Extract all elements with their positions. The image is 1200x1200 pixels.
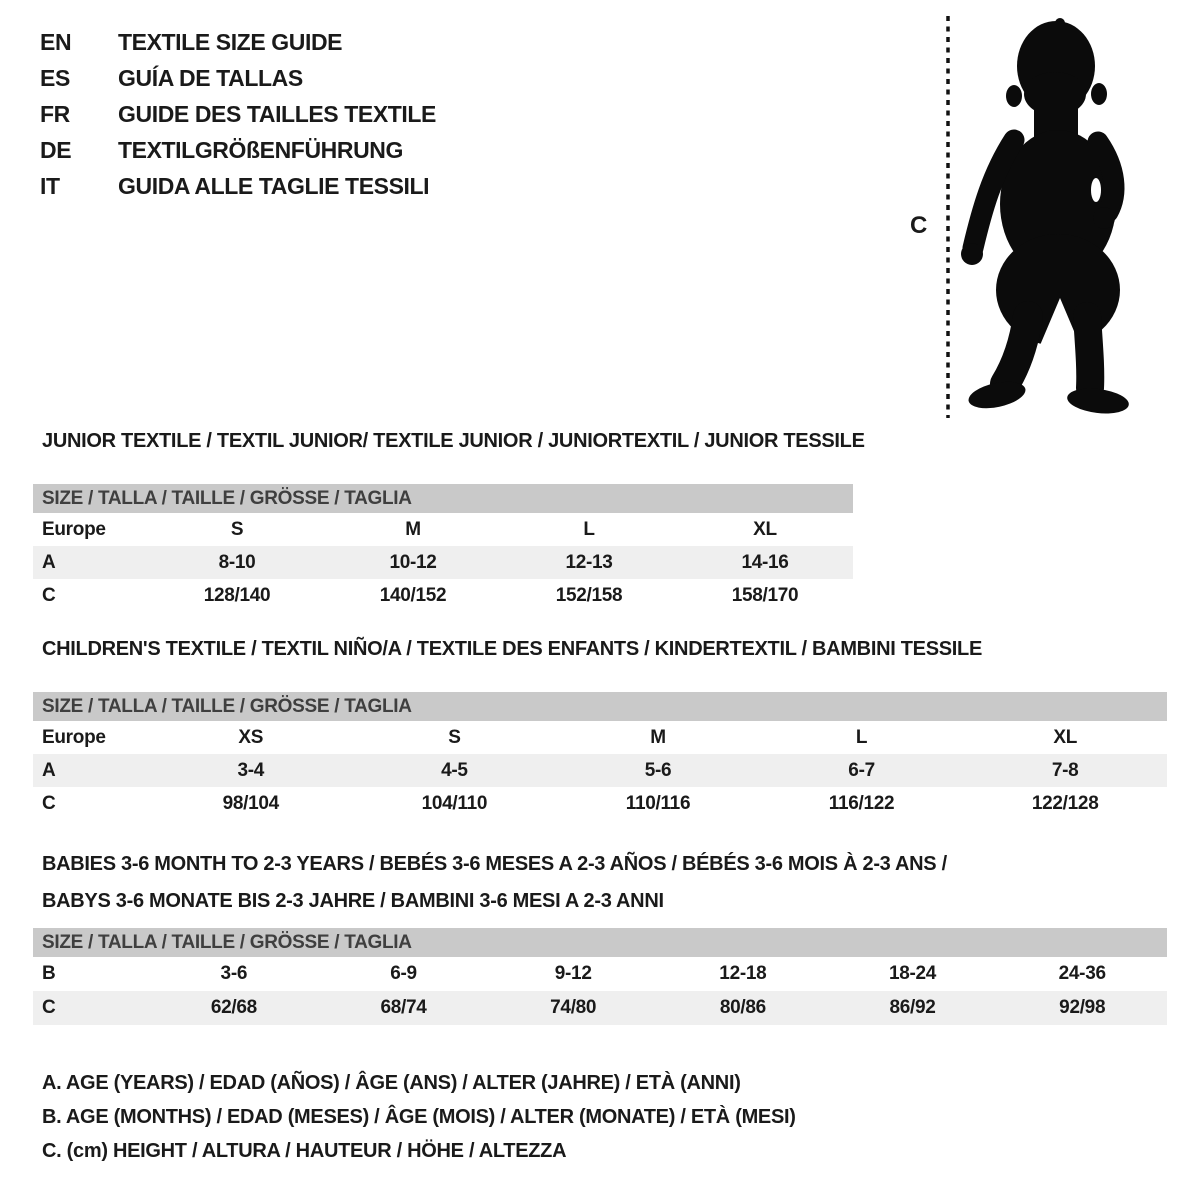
table-row-height [33, 579, 853, 612]
table-cell: S [230, 518, 244, 540]
table-cell: S [448, 726, 461, 748]
table-cell: 14-16 [741, 551, 789, 573]
guide-title-it: GUIDA ALLE TAGLIE TESSILI [118, 172, 430, 199]
guide-title-fr: GUIDE DES TAILLES TEXTILE [118, 100, 436, 127]
table-cell: L [583, 518, 595, 540]
table-row-age [33, 754, 1167, 787]
toddler-silhouette-icon [958, 14, 1143, 419]
row-label: Europe [42, 518, 106, 540]
table-cell: 122/128 [1031, 792, 1099, 814]
children-section-title: CHILDREN'S TEXTILE / TEXTIL NIÑO/A / TEXTILE DES ENFANTS / KINDERTEXTIL / BAMBINI TESSILE [42, 638, 982, 660]
table-cell: 10-12 [389, 551, 437, 573]
junior-size-table [33, 484, 853, 612]
language-title-list [40, 24, 436, 204]
table-cell: 74/80 [550, 997, 597, 1018]
guide-title-en: TEXTILE SIZE GUIDE [118, 28, 343, 55]
row-label: C [42, 997, 56, 1018]
table-row-age [33, 546, 853, 579]
table-cell: 110/116 [625, 792, 691, 814]
babies-title-line2: BABYS 3-6 MONATE BIS 2-3 JAHRE / BAMBINI 3-6 MESI A 2-3 ANNI [42, 890, 664, 912]
language-code: FR [40, 100, 70, 127]
legend-footnotes [42, 1066, 796, 1168]
language-code: EN [40, 28, 72, 55]
footnote-c: C. (cm) HEIGHT / ALTURA / HAUTEUR / HÖHE / ALTEZZA [42, 1140, 567, 1162]
table-cell: M [650, 726, 666, 748]
table-cell: 12-13 [565, 551, 613, 573]
table-row-height [33, 991, 1167, 1025]
table-cell: 4-5 [441, 759, 468, 781]
table-cell: 3-4 [237, 759, 265, 781]
size-header-bar: SIZE / TALLA / TAILLE / GRÖSSE / TAGLIA [33, 692, 1167, 721]
row-label: A [42, 551, 56, 573]
babies-size-table [33, 928, 1167, 1025]
table-cell: 6-7 [848, 759, 875, 781]
table-cell: 7-8 [1051, 759, 1079, 781]
babies-title-line1: BABIES 3-6 MONTH TO 2-3 YEARS / BEBÉS 3-6 MESES A 2-3 AÑOS / BÉBÉS 3-6 MOIS À 2-3 ANS / [42, 853, 947, 875]
table-cell: L [855, 726, 868, 748]
language-row-es [40, 60, 436, 96]
table-cell: 24-36 [1058, 963, 1106, 984]
table-cell: 12-18 [719, 963, 767, 984]
table-cell: 92/98 [1059, 997, 1106, 1018]
row-label: B [42, 963, 56, 984]
table-cell: 86/92 [889, 997, 936, 1018]
table-cell: 104/110 [421, 792, 488, 814]
table-cell: 8-10 [218, 551, 256, 573]
table-cell: XS [238, 726, 264, 748]
row-label: C [42, 584, 56, 606]
table-cell: 116/122 [828, 792, 895, 814]
junior-section-title: JUNIOR TEXTILE / TEXTIL JUNIOR/ TEXTILE JUNIOR / JUNIORTEXTIL / JUNIOR TESSILE [42, 430, 865, 452]
table-cell: 62/68 [210, 997, 257, 1018]
table-cell: 158/170 [731, 584, 799, 606]
table-row-europe [33, 721, 1167, 754]
language-code: ES [40, 64, 70, 91]
table-row-height [33, 787, 1167, 820]
table-cell: 5-6 [644, 759, 672, 781]
height-measure-dashed-line [944, 14, 952, 420]
row-label: Europe [42, 726, 106, 748]
table-cell: 18-24 [888, 963, 937, 984]
table-cell: 80/86 [719, 997, 766, 1018]
babies-section-title [42, 846, 947, 920]
language-code: IT [40, 172, 60, 199]
table-cell: 6-9 [390, 963, 417, 984]
table-cell: 98/104 [222, 792, 279, 814]
table-cell: XL [1053, 726, 1078, 748]
guide-title-es: GUÍA DE TALLAS [118, 64, 303, 91]
language-row-en [40, 24, 436, 60]
table-cell: 9-12 [554, 963, 592, 984]
language-row-de [40, 132, 436, 168]
language-row-fr [40, 96, 436, 132]
table-cell: M [405, 518, 421, 540]
children-size-table [33, 692, 1167, 820]
height-measure-label: C [910, 212, 928, 239]
table-cell: XL [753, 518, 777, 540]
size-header-bar: SIZE / TALLA / TAILLE / GRÖSSE / TAGLIA [33, 928, 1167, 957]
table-cell: 152/158 [555, 584, 623, 606]
size-header-bar: SIZE / TALLA / TAILLE / GRÖSSE / TAGLIA [33, 484, 853, 513]
table-row-months [33, 957, 1167, 991]
language-code: DE [40, 136, 72, 163]
guide-title-de: TEXTILGRÖßENFÜHRUNG [118, 136, 403, 163]
language-row-it [40, 168, 436, 204]
table-cell: 128/140 [203, 584, 271, 606]
table-row-europe [33, 513, 853, 546]
row-label: C [42, 792, 56, 814]
footnote-b: B. AGE (MONTHS) / EDAD (MESES) / ÂGE (MOIS) / ALTER (MONATE) / ETÀ (MESI) [42, 1106, 796, 1128]
footnote-a: A. AGE (YEARS) / EDAD (AÑOS) / ÂGE (ANS) / ALTER (JAHRE) / ETÀ (ANNI) [42, 1072, 741, 1094]
row-label: A [42, 759, 56, 781]
table-cell: 3-6 [220, 963, 248, 984]
table-cell: 140/152 [379, 584, 447, 606]
table-cell: 68/74 [380, 997, 427, 1018]
